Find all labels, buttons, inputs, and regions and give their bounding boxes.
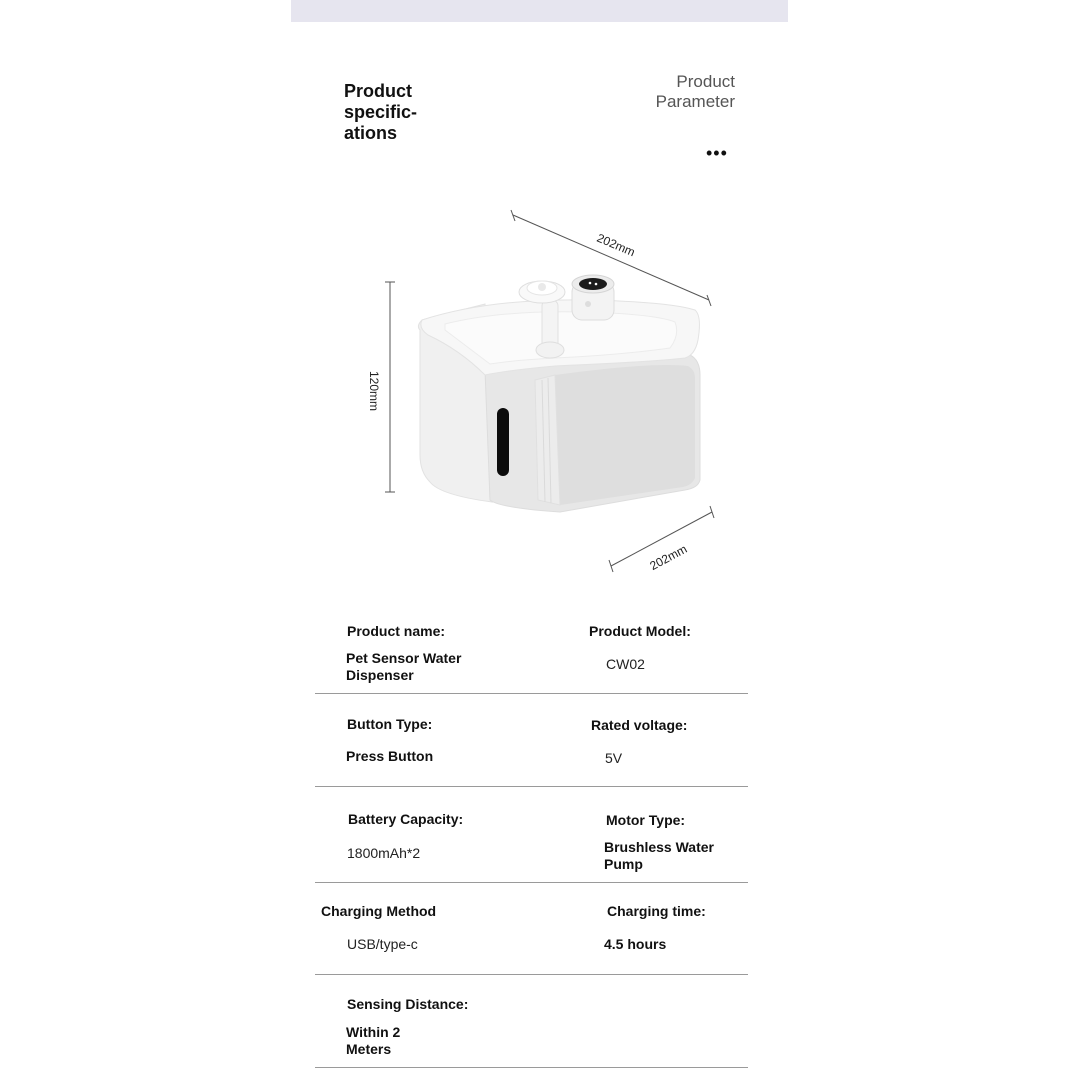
row-divider — [315, 974, 748, 975]
charging-method-label: Charging Method — [321, 903, 437, 919]
motor-type-label: Motor Type: — [606, 812, 686, 828]
sensing-distance-value-line2: Meters — [346, 1041, 392, 1057]
motor-type-value — [604, 839, 714, 873]
row-divider — [315, 882, 748, 883]
motor-type-value-line2: Pump — [604, 856, 643, 872]
product-name-value — [346, 650, 461, 684]
battery-capacity-label: Battery Capacity: — [348, 811, 464, 827]
button-type-label: Button Type: — [347, 716, 433, 732]
sensing-distance-label: Sensing Distance: — [347, 996, 469, 1012]
battery-capacity-value: 1800mAh*2 — [347, 845, 421, 861]
product-name-label: Product name: — [347, 623, 446, 639]
param-title-line2: Parameter — [655, 92, 735, 111]
charging-time-label: Charging time: — [607, 903, 706, 919]
sensing-distance-value — [346, 1024, 400, 1058]
charging-time-value: 4.5 hours — [604, 936, 667, 952]
param-title — [575, 72, 735, 112]
row-divider — [315, 786, 748, 787]
product-name-value-line1: Pet Sensor Water — [346, 650, 462, 666]
row-divider — [315, 1067, 748, 1068]
spec-title-line2: specific- — [344, 102, 418, 122]
product-model-label: Product Model: — [589, 623, 691, 639]
charging-method-value: USB/type-c — [347, 936, 418, 952]
width-dimension — [609, 506, 714, 573]
water-dispenser-illustration — [418, 275, 700, 512]
top-banner-strip — [291, 0, 788, 22]
rated-voltage-value: 5V — [605, 750, 623, 766]
spec-title — [344, 81, 464, 144]
width-dimension-label: 202mm — [647, 541, 690, 573]
rated-voltage-label: Rated voltage: — [591, 717, 688, 733]
product-dimension-figure — [350, 200, 730, 580]
height-dimension-label: 120mm — [367, 371, 381, 412]
button-type-value: Press Button — [346, 748, 434, 764]
product-name-value-line2: Dispenser — [346, 667, 414, 683]
product-model-value: CW02 — [606, 656, 645, 672]
param-title-line1: Product — [676, 72, 735, 91]
more-dots-icon[interactable]: ••• — [706, 143, 728, 163]
height-dimension — [367, 282, 395, 492]
sensing-distance-value-line1: Within 2 — [346, 1024, 401, 1040]
depth-dimension-label: 202mm — [594, 230, 638, 260]
motor-type-value-line1: Brushless Water — [604, 839, 714, 855]
spec-title-line3: ations — [344, 123, 398, 143]
row-divider — [315, 693, 748, 694]
spec-title-line1: Product — [344, 81, 413, 101]
